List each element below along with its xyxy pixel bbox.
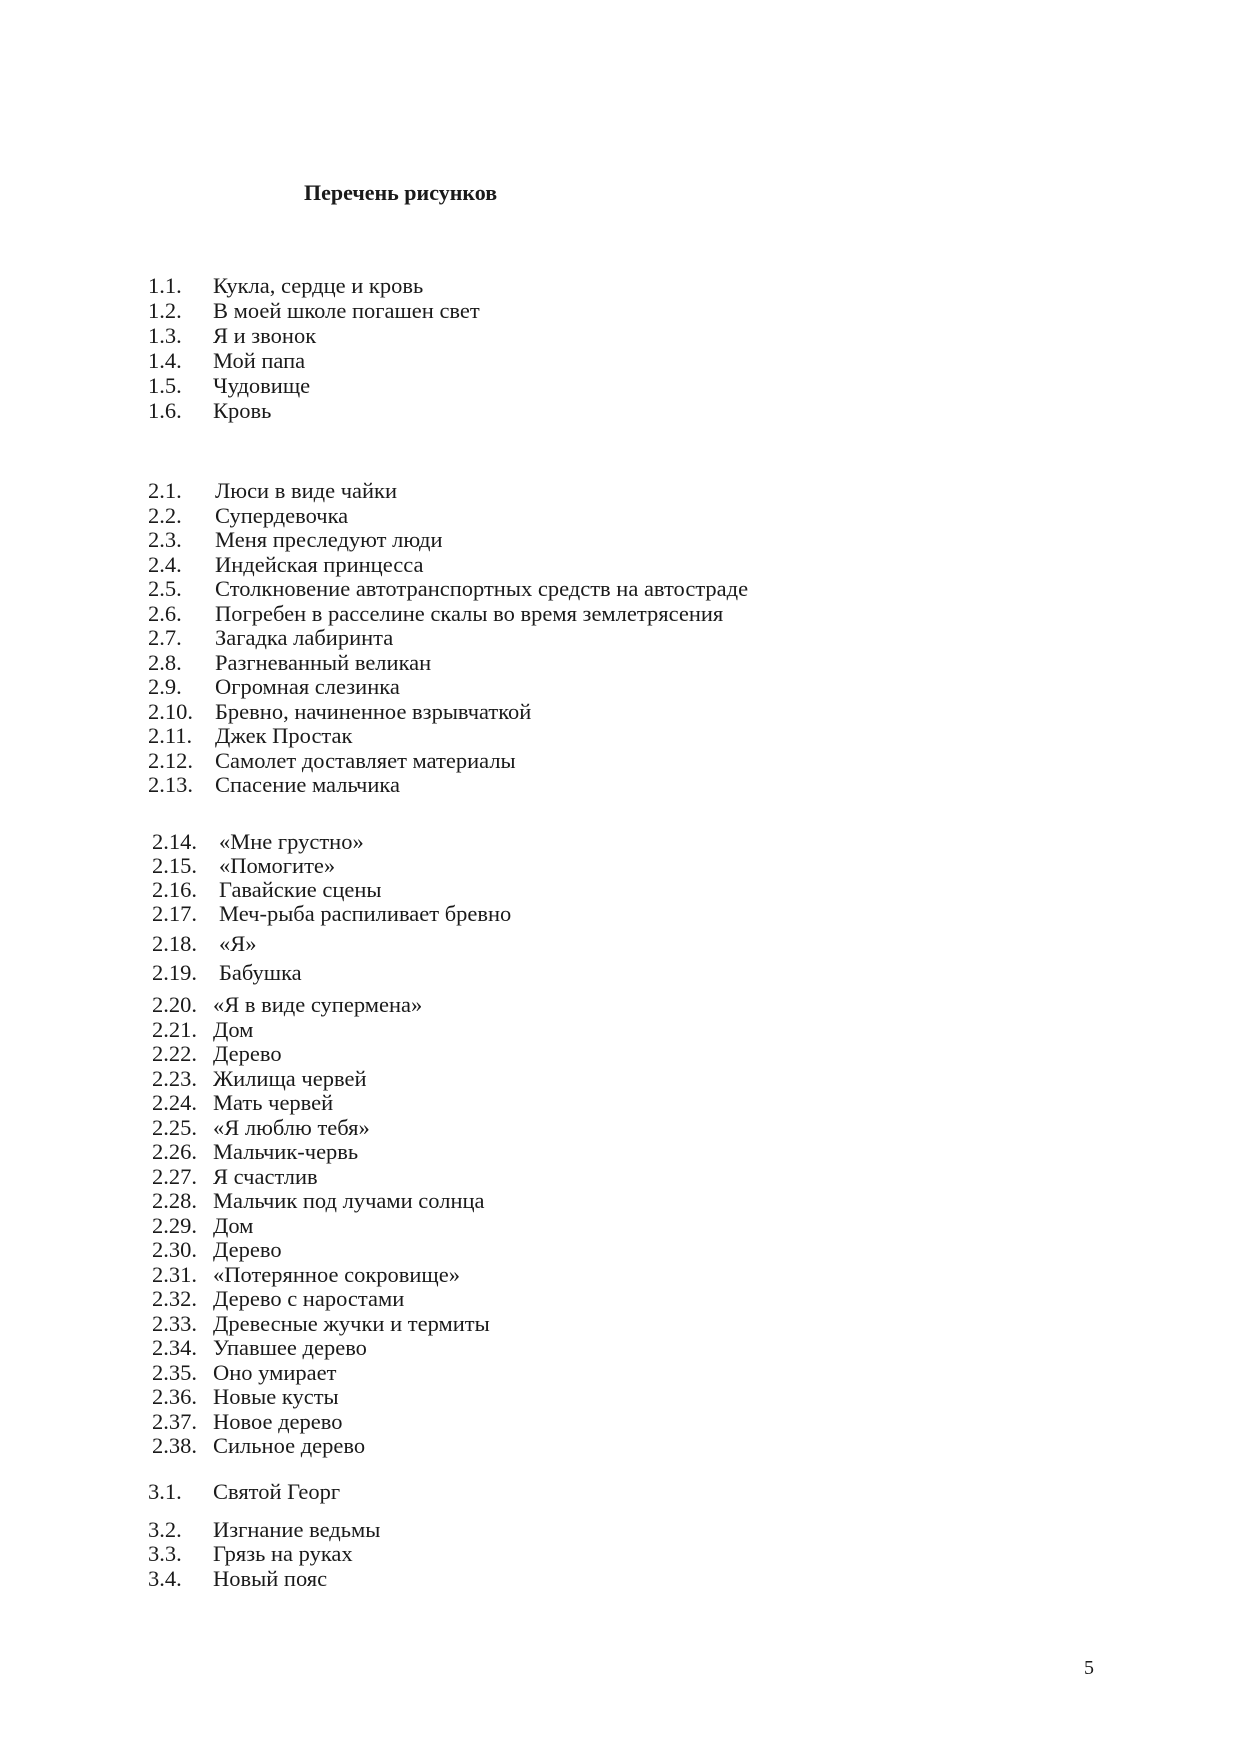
figure-number: 2.14. [152,829,197,854]
figure-caption: Мать червей [213,1090,334,1115]
figure-number: 2.5. [148,576,182,601]
figure-caption: «Мне грустно» [219,829,364,854]
figure-number: 3.3. [148,1541,182,1566]
figure-caption: Новый пояс [213,1566,328,1591]
figure-caption: Загадка лабиринта [215,625,394,650]
figure-caption: Оно умирает [213,1360,337,1385]
figure-caption: Люси в виде чайки [215,478,398,503]
figure-number: 2.18. [152,931,197,956]
figure-caption: Гавайские сцены [219,877,382,902]
figure-number: 2.23. [152,1066,197,1091]
figure-caption: Грязь на руках [213,1541,353,1566]
figure-caption: Бабушка [219,960,302,985]
figure-number: 2.19. [152,960,197,985]
figure-number: 3.2. [148,1517,182,1542]
figure-caption: «Я люблю тебя» [213,1115,370,1140]
figure-number: 2.38. [152,1433,197,1458]
figure-caption: Огромная слезинка [215,674,400,699]
figure-number: 3.1. [148,1479,182,1504]
figure-caption: Я и звонок [213,323,317,348]
figure-number: 2.33. [152,1311,197,1336]
page-number: 5 [1084,1657,1094,1679]
figure-number: 2.13. [148,772,193,797]
figure-caption: Дерево [213,1237,282,1262]
figure-number: 2.26. [152,1139,197,1164]
figure-caption: Погребен в расселине скалы во время землетрясения [215,601,724,626]
figure-caption: Кукла, сердце и кровь [213,273,424,298]
figure-number: 1.3. [148,323,182,348]
figure-caption: Столкновение автотранспортных средств на автостраде [215,576,749,601]
figure-caption: Новые кусты [213,1384,339,1409]
figure-number: 2.16. [152,877,197,902]
figure-number: 3.4. [148,1566,182,1591]
figure-number: 2.7. [148,625,182,650]
figure-caption: Мой папа [213,348,306,373]
figure-caption: Мальчик под лучами солнца [213,1188,485,1213]
figure-caption: Джек Простак [215,723,353,748]
figure-caption: Изгнание ведьмы [213,1517,381,1542]
figure-caption: Индейская принцесса [215,552,424,577]
figure-caption: Дом [213,1213,254,1238]
figure-number: 2.21. [152,1017,197,1042]
figure-caption: Меня преследуют люди [215,527,443,552]
figure-caption: Святой Георг [213,1479,341,1504]
figure-number: 2.10. [148,699,193,724]
figure-number: 2.11. [148,723,193,748]
figure-caption: Упавшее дерево [213,1335,367,1360]
figure-caption: «Потерянное сокровище» [213,1262,460,1287]
figure-caption: Сильное дерево [213,1433,366,1458]
figure-caption: В моей школе погашен свет [213,298,480,323]
figure-caption: Дерево с наростами [213,1286,405,1311]
figure-number: 2.22. [152,1041,197,1066]
figure-caption: Дом [213,1017,254,1042]
figure-number: 1.4. [148,348,182,373]
figure-number: 2.34. [152,1335,197,1360]
figure-caption: Я счастлив [213,1164,318,1189]
page-title: Перечень рисунков [304,180,498,205]
figure-caption: Бревно, начиненное взрывчаткой [215,699,532,724]
figure-caption: «Я в виде супермена» [213,992,423,1017]
figure-number: 2.9. [148,674,182,699]
figure-number: 2.32. [152,1286,197,1311]
figure-caption: Кровь [213,398,272,423]
figure-number: 2.27. [152,1164,197,1189]
figure-caption: Новое дерево [213,1409,343,1434]
figure-caption: Мальчик-червь [213,1139,359,1164]
figure-caption: Самолет доставляет материалы [215,748,516,773]
figure-number: 1.5. [148,373,182,398]
figure-caption: Супердевочка [215,503,349,528]
figure-number: 2.29. [152,1213,197,1238]
figure-number: 2.4. [148,552,182,577]
figure-number: 2.3. [148,527,182,552]
figure-number: 2.17. [152,901,197,926]
figure-number: 2.31. [152,1262,197,1287]
figure-number: 2.37. [152,1409,197,1434]
figure-number: 2.24. [152,1090,197,1115]
figure-number: 2.28. [152,1188,197,1213]
figure-number: 2.12. [148,748,193,773]
figure-number: 2.36. [152,1384,197,1409]
figure-caption: Разгневанный великан [215,650,432,675]
figure-number: 2.2. [148,503,182,528]
figure-caption: Дерево [213,1041,282,1066]
figure-number: 2.30. [152,1237,197,1262]
figure-caption: «Я» [219,931,257,956]
figure-caption: Меч-рыба распиливает бревно [219,901,512,926]
figure-number: 2.25. [152,1115,197,1140]
figure-number: 2.20. [152,992,197,1017]
figure-caption: Жилища червей [213,1066,367,1091]
figure-caption: «Помогите» [219,853,336,878]
figure-number: 1.6. [148,398,182,423]
figure-number: 1.2. [148,298,182,323]
figure-number: 2.15. [152,853,197,878]
figure-caption: Древесные жучки и термиты [213,1311,490,1336]
figure-number: 2.8. [148,650,182,675]
figure-number: 2.6. [148,601,182,626]
figure-caption: Чудовище [213,373,311,398]
figure-number: 1.1. [148,273,182,298]
figure-number: 2.1. [148,478,182,503]
figure-number: 2.35. [152,1360,197,1385]
figure-caption: Спасение мальчика [215,772,400,797]
